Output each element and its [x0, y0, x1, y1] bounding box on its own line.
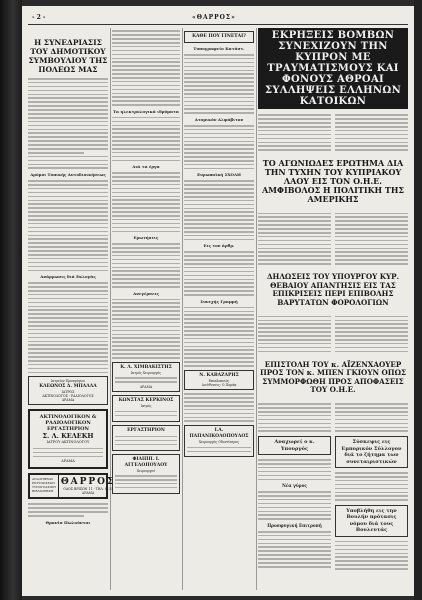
binder-edge	[0, 0, 22, 600]
headline-un-question: ΤΟ ΑΓΩΝΙΩΔΕΣ ΕΡΩΤΗΜΑ ΔΙΑ ΤΗΝ ΤΥΧΗΝ ΤΟΥ ΚΥΠΡΙΑΚΟΥ ΛΑΟΥ ΕΙΣ ΤΟΝ Ο.Η.Ε. ΑΜΦΙΒΟΛΟΣ Η ΠΟΛΙΤΙΚΗ ΤΗΣ ΑΜΕΡΙΚΗΣ	[261, 158, 405, 205]
subheading: Τυπογραφείο Κατάστ.	[193, 46, 245, 51]
column-1	[28, 28, 116, 590]
subheading: Συνεχής Γραμμή	[200, 298, 238, 304]
box-headline: ΚΑΘΕ ΠΟΥ ΓΙΝΕΤΑΙ?	[184, 31, 254, 43]
page-header	[22, 6, 414, 26]
page-edge	[414, 0, 422, 600]
ad-doctor-kerkinos: ΚΩΝΣΤΑΣ ΚΕΡΚΙΝΟΣ Ιατρός	[112, 395, 180, 421]
subheading: Ανάρρωσις διά Εκλογάς	[40, 274, 96, 280]
headline-council: Η ΣΥΝΕΔΡΙΑΣΙΣ ΤΟΥ ΔΗΜΟΤΙΚΟΥ ΣΥΜΒΟΥΛΙΟΥ ΤΗΣ ΠΟΛΕΩΣ ΜΑΣ	[28, 38, 108, 74]
subheading: Τα ηλεκτρολογικά ιδρύματα	[113, 108, 179, 114]
header-rule	[28, 24, 408, 25]
subheading: Νέα γύρος	[282, 483, 307, 489]
column-rule	[182, 28, 183, 590]
article-body	[28, 282, 108, 373]
subheading: Ατομικόν Αλφάβιτον	[194, 116, 244, 122]
column-rule	[110, 28, 111, 590]
paper-name: «ΘΑΡΡΟΣ»	[192, 14, 236, 21]
headline-minister: ΔΗΛΩΣΕΙΣ ΤΟΥ ΥΠΟΥΡΓΟΥ ΚΥΡ. ΘΕΒΑΙΟΥ ΑΠΑΝΤΗΣΙΣ ΕΙΣ ΤΑΣ ΕΠΙΚΡΙΣΕΙΣ ΠΕΡΙ ΕΠΙΒΟΛΗΣ ΒΑΡΥΤΑΤΩΝ ΦΟΡΟΛΟΓΙΩΝ	[266, 271, 400, 307]
article-body	[28, 180, 108, 271]
column-2	[112, 28, 180, 590]
ad-papanikolopoulos: Ι.Α. ΠΑΠΑΝΙΚΟΛΟΠΟΥΛΟΣ Χειρουργός Οδοντίατρος	[184, 425, 254, 457]
subheading: Διά τα έργα	[132, 164, 160, 170]
ad-tharros-name: ΘΑΡΡΟΣ	[60, 477, 116, 488]
page-number: - 2 -	[32, 14, 46, 21]
ad-tharros-print: ΑΝΑΛΗΨΕΩΣ ΕΚΤΥΠΩΣΕΩΝ ΤΥΠΟΓΡΑΦΙΚΗ ΒΙΒΛΙΟΘΗΚΗ ΘΑΡΡΟΣ ΟΔΟΣ ΒΡΙΣΩΝ 11 - ΤΗΛ. 8133 ΔΡΑΜΑ	[28, 473, 108, 499]
article-body	[28, 78, 108, 169]
column-rule	[256, 28, 257, 590]
newspaper-page	[22, 6, 414, 596]
subheading: Ανεγέρσεις	[133, 290, 159, 296]
ad-workshop: ΕΡΓΑΣΤΗΡΙΟΝ	[112, 425, 180, 451]
box-parliament: Υποβλήθη εις την Βουλήν πρότασις νόμου διά τους Βουλευτάς	[335, 505, 408, 537]
subheading: Ευρωπαϊκή ΣΧΟΛΗ	[197, 172, 241, 178]
ad-kavazaris: Ν. ΚΑΒΑΖΑΡΗΣ Επιπλοποιός Διεύθυνσις: Ο Πομάκ	[184, 370, 254, 391]
column-4	[258, 28, 408, 590]
subheading: Προσφυγική Επιτροπή	[267, 522, 322, 528]
subheading: Δρόμοι Τοπικής Αυτοδιοικήσεως	[30, 172, 106, 178]
subheading: Ερωτήσεις	[133, 235, 159, 241]
headline-eisenhower: ΕΠΙΣΤΟΛΗ ΤΟΥ κ. ΑΪΖΕΝΧΑΟΥΕΡ ΠΡΟΣ ΤΟΝ κ. ΜΠΕΝ ΓΚΙΟΥΝ ΟΠΩΣ ΣΥΜΜΟΡΦΩΘΗ ΠΡΟΣ ΑΠΟΦΑΣΕΙΣ ΤΟΥ Ο.Η.Ε.	[259, 359, 407, 395]
banner-headline-cyprus: ΕΚΡΗΞΕΙΣ ΒΟΜΒΩΝ ΣΥΝΕΧΙΖΟΥΝ ΤΗΝ ΚΥΠΡΟΝ ΜΕ ΤΡΑΥΜΑΤΙΣΜΟΥΣ ΚΑΙ ΦΟΝΟΥΣ ΑΘΡΟΑΙ ΣΥΛΛΗΨΕΙΣ ΕΛΛΗΝΩΝ ΚΑΤΟΙΚΩΝ	[258, 28, 408, 109]
ad-aggelopoulou: ΦΙΛΙΠΠ. Ι. ΑΓΓΕΛΟΠΟΥΛΟΥ Χειρουργού	[112, 454, 180, 494]
classified-heading: Θρανία Πωλούνται	[45, 519, 91, 525]
ad-radiology-lab: ΑΚΤΙΝΟΛΟΓΙΚΟΝ & ΡΑΔΙΟΛΟΓΙΚΟΝ ΕΡΓΑΣΤΗΡΙΟΝ Σ. Λ. ΚΕΛΕΚΗ ΙΑΤΡΟΥ ΑΚΤΙΝΟΛΟΓΟΥ ΔΡΑΜΑ	[28, 409, 108, 469]
ad-doctor-balla: Ιατρείον Προσφύγων ΚΛΕΩΝΟΣ Δ. ΜΠΑΛΛΑ ΙΑΤΡΟΣ ΑΚΤΙΝΟΛΟΓΟΣ - ΡΑΔΙΟΛΟΓΟΣ ΔΡΑΜΑ	[28, 376, 108, 405]
ad-doctor-chimvakistis: Κ. Λ. ΧΙΜΒΑΚΙΣΤΗΣ Ιατρός Χειρουργός ΔΡΑΜΑ	[112, 362, 180, 393]
box-trade-association: Σύσκεψις εις Εμπορικόν Σύλλογον διά το ζήτημα των συνεταιριστικών	[335, 436, 408, 468]
box-minister-departs: Αναχωρεί ο κ. Υπουργός	[258, 436, 331, 455]
subheading: Εις τον άρθρ.	[203, 243, 235, 249]
column-3	[184, 28, 254, 590]
